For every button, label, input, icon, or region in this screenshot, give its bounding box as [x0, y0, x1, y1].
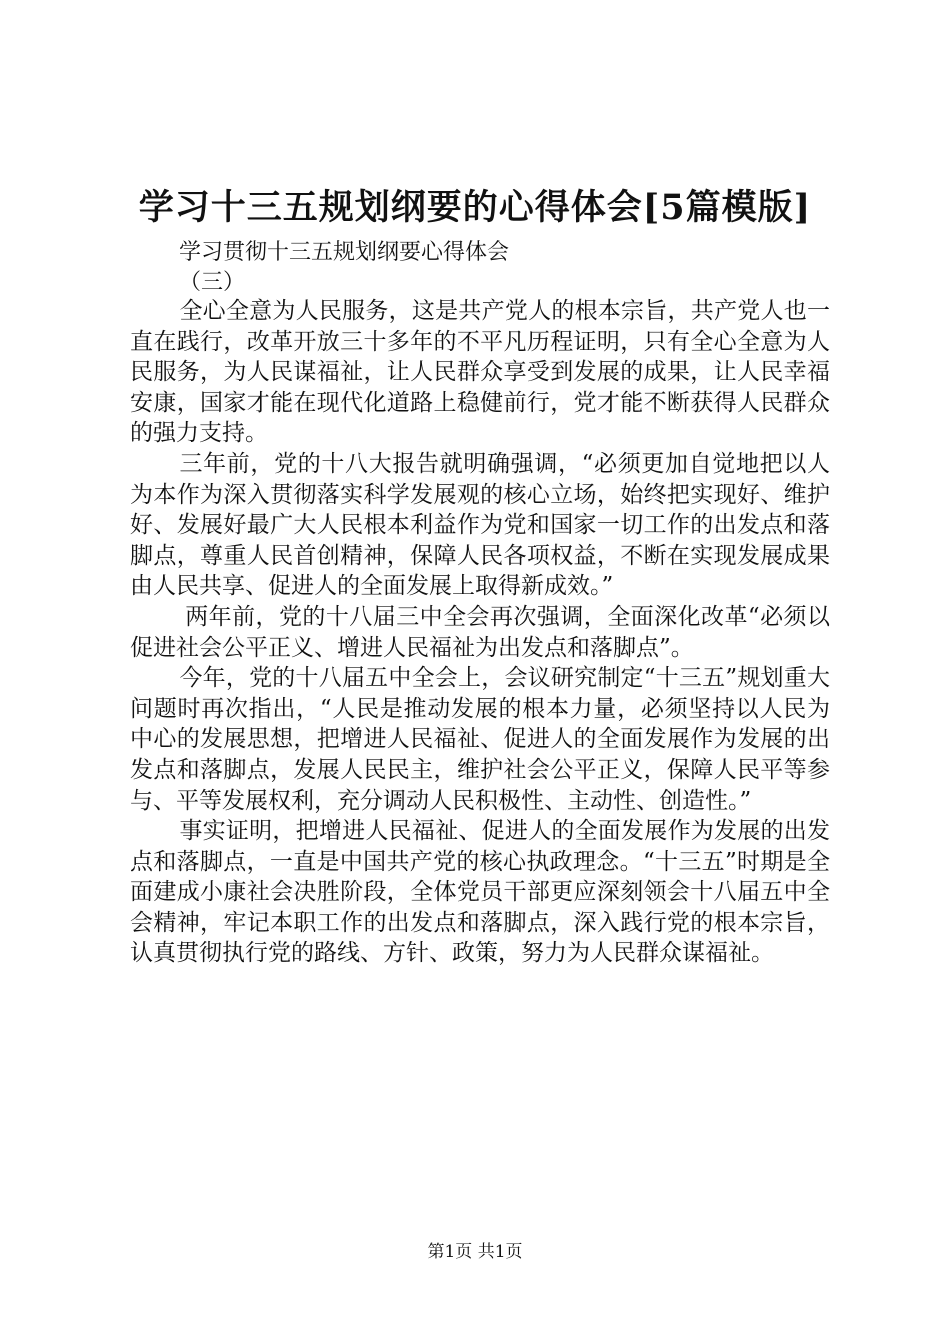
- paragraph-5: 事实证明，把增进人民福祉、促进人的全面发展作为发展的出发点和落脚点，一直是中国共产党的核心执政理念。“十三五”时期是全面建成小康社会决胜阶段，全体党员干部更应深刻领会十八届五中全会精神，牢记本职工作的出发点和落脚点，深入践行党的根本宗旨，认真贯彻执行党的路线、方针、政策，努力为人民群众谋福祉。: [130, 818, 830, 967]
- document-body: [130, 296, 830, 969]
- paragraph-4: 今年，党的十八届五中全会上，会议研究制定“十三五”规划重大问题时再次指出，“人民是推动发展的根本力量，必须坚持以人民为中心的发展思想，把增进人民福祉、促进人的全面发展作为发展的出发点和落脚点，发展人民民主，维护社会公平正义，保障人民平等参与、平等发展权利，充分调动人民积极性、主动性、创造性。”: [130, 665, 830, 814]
- document-subtitle: 学习贯彻十三五规划纲要心得体会: [179, 240, 510, 265]
- section-number: （三）: [179, 270, 246, 295]
- page-footer: 第1页 共1页: [427, 1242, 523, 1262]
- paragraph-1: 全心全意为人民服务，这是共产党人的根本宗旨，共产党人也一直在践行，改革开放三十多年的不平凡历程证明，只有全心全意为人民服务，为人民谋福祉，让人民群众享受到发展的成果，让人民幸福安康，国家才能在现代化道路上稳健前行，党才能不断获得人民群众的强力支持。: [130, 298, 830, 447]
- document-title: 学习十三五规划纲要的心得体会[5篇模版]: [138, 187, 812, 229]
- paragraph-2: 三年前，党的十八大报告就明确强调，“必须更加自觉地把以人为本作为深入贯彻落实科学发展观的核心立场，始终把实现好、维护好、发展好最广大人民根本利益作为党和国家一切工作的出发点和落脚点，尊重人民首创精神，保障人民各项权益，不断在实现发展成果由人民共享、促进人的全面发展上取得新成效。”: [130, 450, 830, 600]
- paragraph-3: 两年前，党的十八届三中全会再次强调，全面深化改革“必须以促进社会公平正义、增进人民福祉为出发点和落脚点”。: [130, 603, 830, 661]
